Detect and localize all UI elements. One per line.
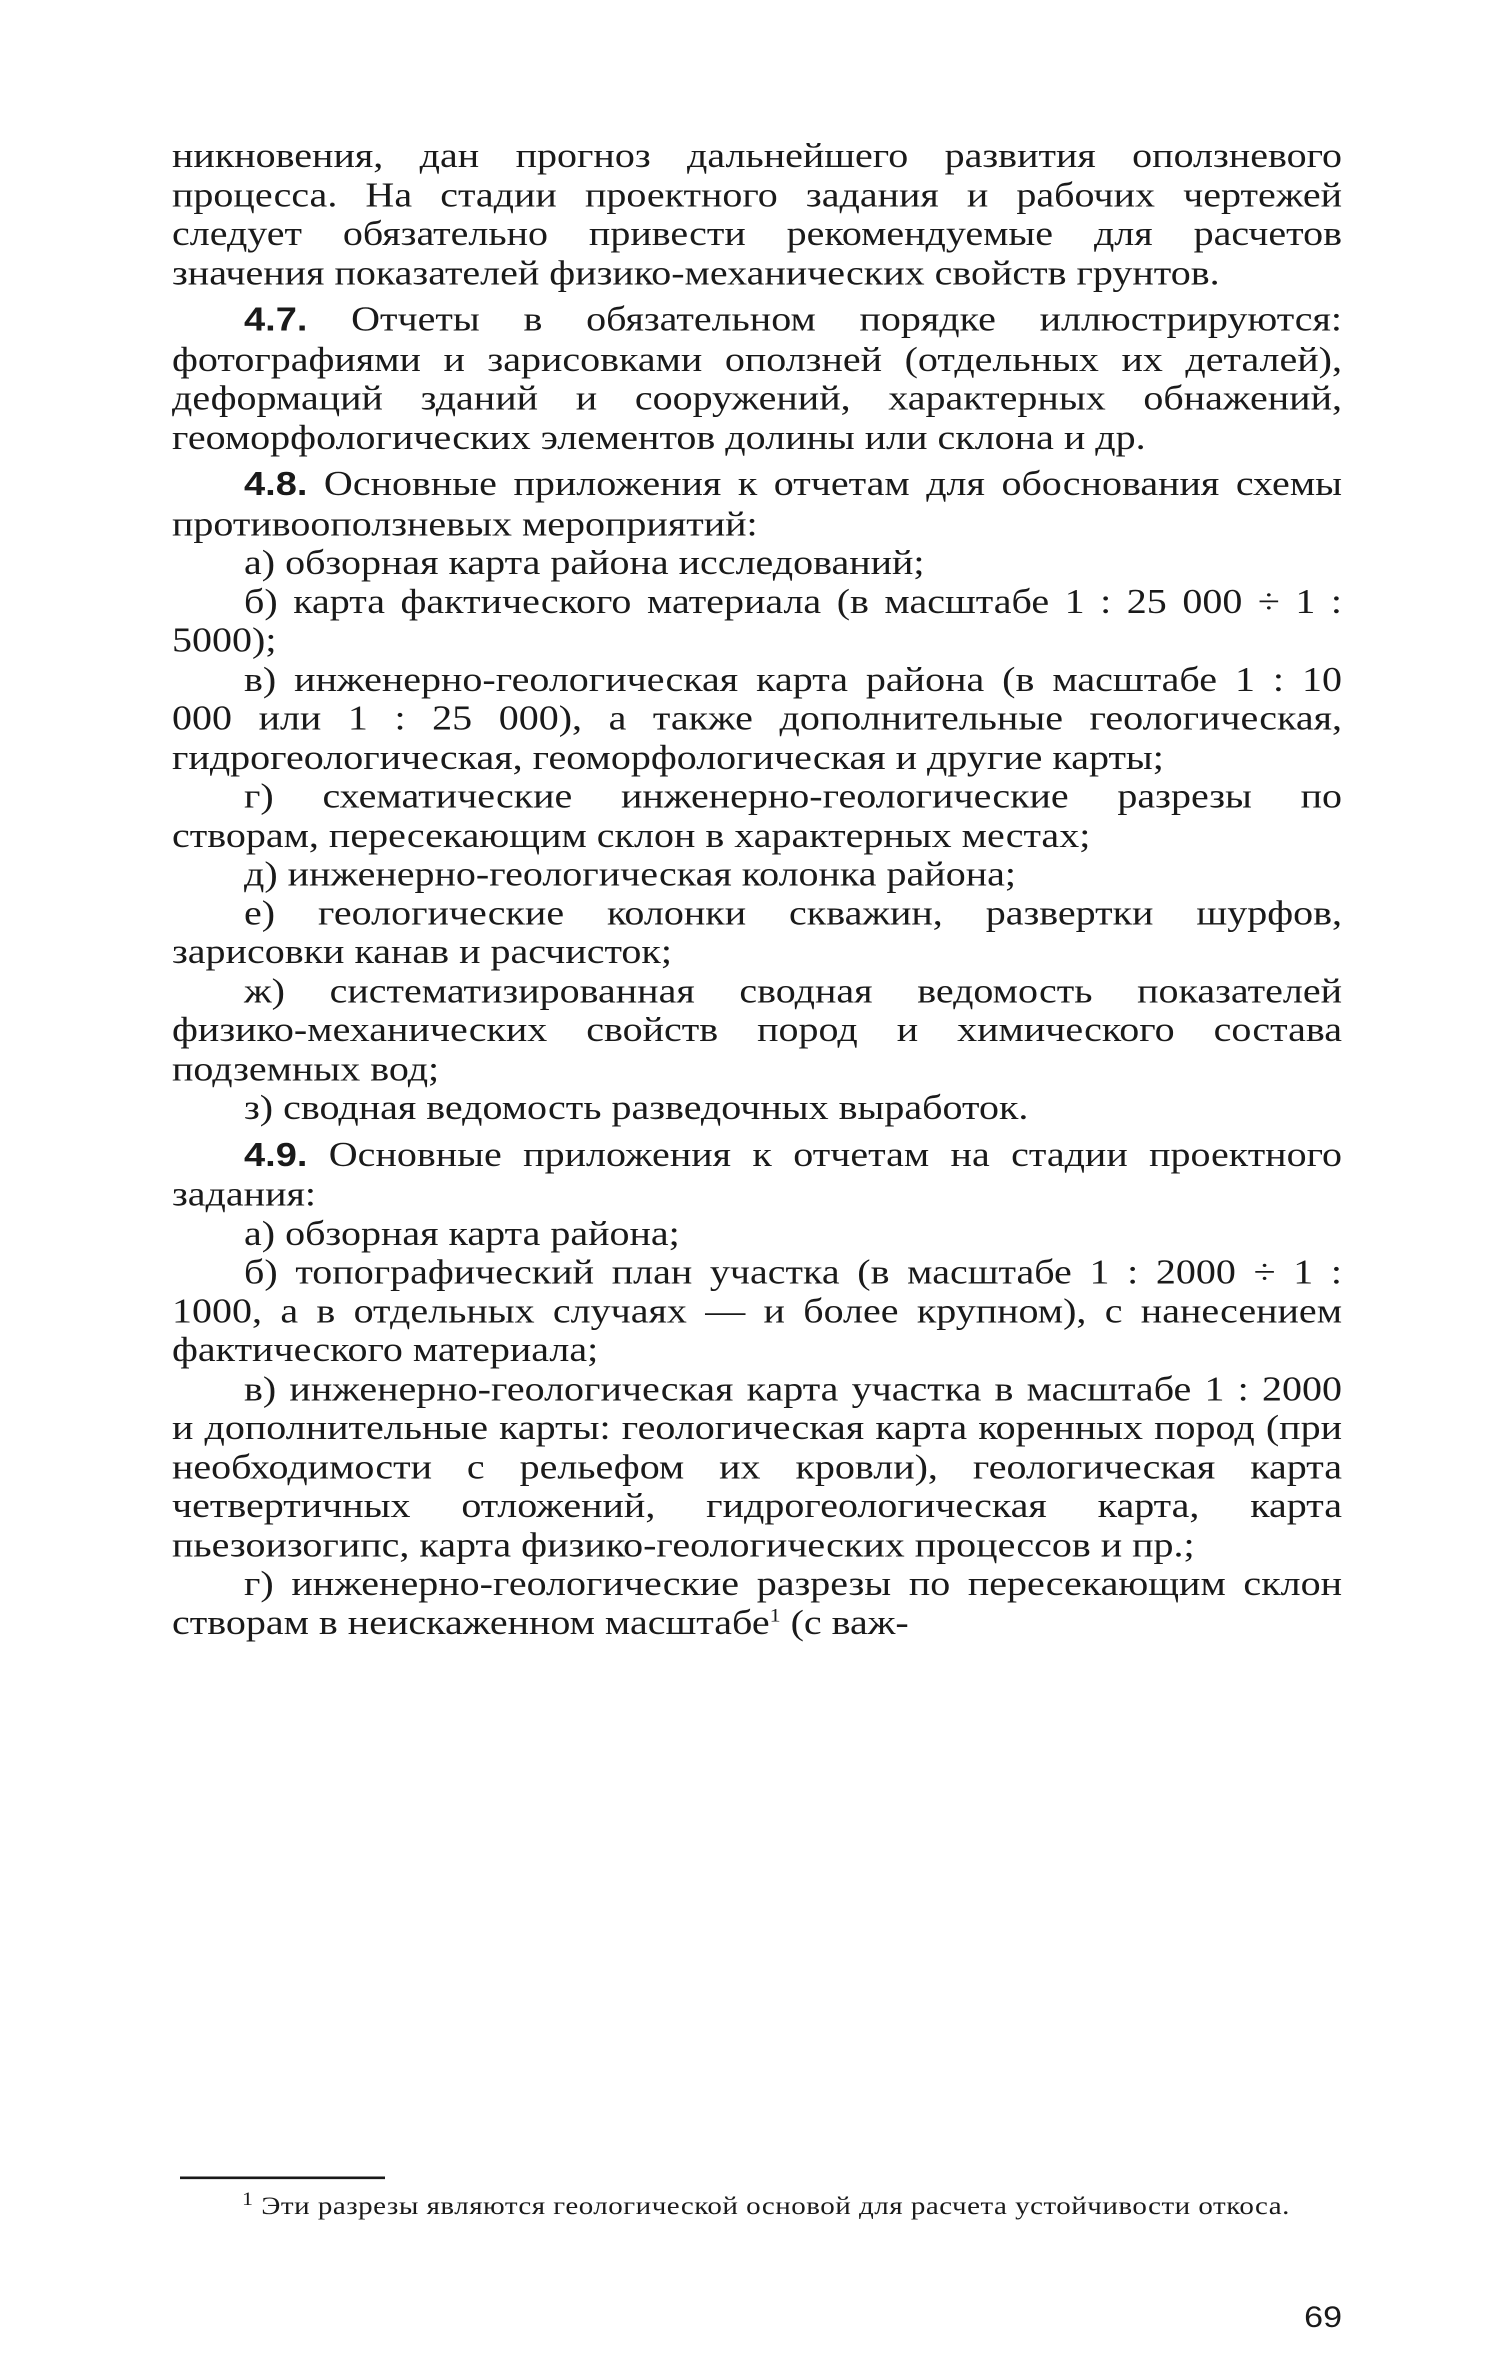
list-item: в) инженерно-геологическая карта участка в масштабе 1 : 2000 и дополнительные карты: геологическая карта коренных пород (при необходимости с рельефом их кровли), геологическая карта четвертичных отложений, гидрогеологическая карта, карта пьезоизогипс, карта физико-геологических процессов и пр.; <box>172 1368 1342 1564</box>
footnote <box>172 2187 1342 2221</box>
section-number: 4.9. <box>244 1136 308 1174</box>
paragraph-text: Основные приложения к отчетам для обоснования схемы противооползневых мероприятий: <box>172 463 1342 543</box>
list-item: е) геологические колонки скважин, развертки шурфов, зарисовки канав и расчисток; <box>172 892 1342 972</box>
list-item <box>172 1564 1342 1642</box>
page-number: 69 <box>1304 2300 1342 2334</box>
list-item: б) топографический план участка (в масштабе 1 : 2000 ÷ 1 : 1000, а в отдельных случаях — и более крупном), с нанесением фактического материала; <box>172 1251 1342 1370</box>
list-item: ж) систематизированная сводная ведомость показателей физико-механических свойств пород и химического состава подземных вод; <box>172 970 1342 1088</box>
section-number: 4.7. <box>244 301 308 339</box>
paragraph-text: Отчеты в обязательном порядке иллюстрируются: фотографиями и зарисовками оползней (отдельных их деталей), деформаций зданий и сооружений, характерных обнажений, геоморфологических элементов долины или склона и др. <box>172 299 1342 457</box>
list-item: б) карта фактического материала (в масштабе 1 : 25 000 ÷ 1 : 5000); <box>172 581 1342 660</box>
list-item-text: г) инженерно-геологические разрезы по пересекающим склон створам в неискаженном масштабе <box>172 1563 1342 1642</box>
list-item: з) сводная ведомость разведочных выработок. <box>244 1087 1029 1127</box>
list-item: а) обзорная карта района; <box>244 1212 680 1253</box>
footnote-reference: 1 <box>769 1603 781 1626</box>
paragraph-4-8 <box>172 465 1342 544</box>
paragraph-text: Основные приложения к отчетам на стадии проектного задания: <box>172 1134 1342 1214</box>
section-number: 4.8. <box>244 466 308 504</box>
footnote-separator <box>180 2177 385 2180</box>
list-item: г) схематические инженерно-геологические разрезы по створам, пересекающим склон в характерных местах; <box>172 775 1342 855</box>
paragraph-continuation: никновения, дан прогноз дальнейшего развития оползневого процесса. На стадии проектного задания и рабочих чертежей следует обязательно привести рекомендуемые для расчетов значения показателей физико-механических свойств грунтов. <box>172 135 1342 292</box>
list-item: д) инженерно-геологическая колонка района; <box>244 853 1016 894</box>
list-item: в) инженерно-геологическая карта района (в масштабе 1 : 10 000 или 1 : 25 000), а также дополнительные геологическая, гидрогеологическая, геоморфологическая и другие карты; <box>172 659 1342 777</box>
paragraph-4-9 <box>172 1135 1342 1214</box>
list-item: а) обзорная карта района исследований; <box>244 542 925 582</box>
paragraph-4-7 <box>172 300 1342 457</box>
list-item-text-continued: (с важ- <box>780 1602 909 1642</box>
body-text <box>172 136 1342 1642</box>
footnote-text: Эти разрезы являются геологической основой для расчета устойчивости откоса. <box>253 2192 1290 2221</box>
footnote-mark: 1 <box>242 2187 254 2210</box>
